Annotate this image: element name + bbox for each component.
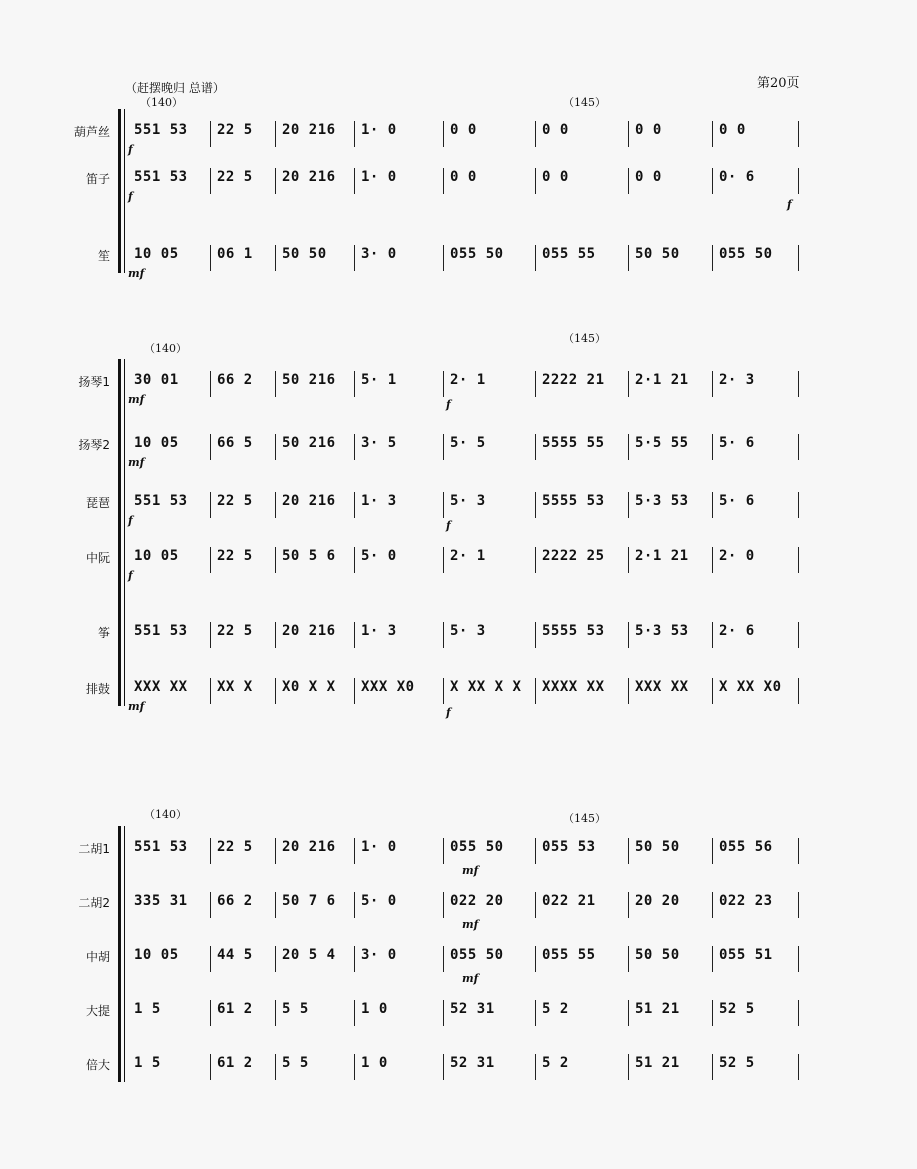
barline: [210, 1000, 211, 1026]
score-title: （赶摆晚归 总谱）: [125, 81, 225, 95]
measure-notes: 5555 53: [542, 623, 605, 639]
measure-notes: 5· 3: [450, 493, 486, 509]
measure-notes: 1· 0: [361, 839, 397, 855]
barline: [628, 547, 629, 573]
dynamic-mark: f: [128, 569, 133, 582]
barline: [275, 946, 276, 972]
instrument-label: 排鼓: [85, 682, 110, 696]
measure-notes: 022 21: [542, 893, 596, 909]
measure-notes: 50 216: [282, 435, 336, 451]
instrument-label: 笛子: [85, 172, 110, 186]
barline: [628, 371, 629, 397]
barline: [712, 622, 713, 648]
barline: [535, 946, 536, 972]
barline: [275, 547, 276, 573]
barline: [712, 1000, 713, 1026]
dynamic-mark: mf: [128, 393, 145, 406]
barline: [443, 892, 444, 918]
measure-notes: X0 X X: [282, 679, 336, 695]
dynamic-mark: mf: [128, 700, 145, 713]
barline: [210, 434, 211, 460]
measure-notes: 66 2: [217, 893, 253, 909]
measure-notes: 44 5: [217, 947, 253, 963]
measure-notes: 055 50: [450, 246, 504, 262]
measure-notes: 30 01: [134, 372, 179, 388]
measure-notes: 2· 6: [719, 623, 755, 639]
measure-notes: 22 5: [217, 623, 253, 639]
measure-notes: 1 5: [134, 1001, 161, 1017]
measure-notes: 20 20: [635, 893, 680, 909]
barline: [628, 121, 629, 147]
measure-notes: 5· 3: [450, 623, 486, 639]
barline: [354, 547, 355, 573]
barline: [275, 492, 276, 518]
rehearsal-mark-145: （145）: [563, 812, 606, 825]
measure-notes: 1 0: [361, 1001, 388, 1017]
barline: [798, 622, 799, 648]
measure-notes: 50 7 6: [282, 893, 336, 909]
dynamic-mark: f: [128, 190, 133, 203]
system-bracket: [118, 109, 121, 273]
measure-notes: 2·1 21: [635, 548, 689, 564]
instrument-label: 倍大: [85, 1058, 110, 1072]
measure-notes: 22 5: [217, 839, 253, 855]
barline: [712, 121, 713, 147]
measure-notes: 0 0: [542, 122, 569, 138]
barline: [628, 168, 629, 194]
barline: [712, 434, 713, 460]
measure-notes: 50 5 6: [282, 548, 336, 564]
barline: [712, 492, 713, 518]
barline: [275, 892, 276, 918]
barline: [712, 245, 713, 271]
measure-notes: 22 5: [217, 122, 253, 138]
barline: [628, 1054, 629, 1080]
barline: [535, 121, 536, 147]
measure-notes: 055 51: [719, 947, 773, 963]
measure-notes: 055 50: [450, 839, 504, 855]
barline: [443, 434, 444, 460]
measure-notes: 2·1 21: [635, 372, 689, 388]
measure-notes: 1 0: [361, 1055, 388, 1071]
dynamic-mark: f: [128, 514, 133, 527]
barline: [275, 434, 276, 460]
barline: [798, 1054, 799, 1080]
barline: [798, 245, 799, 271]
barline: [535, 1000, 536, 1026]
measure-notes: 2· 1: [450, 372, 486, 388]
measure-notes: 1· 0: [361, 122, 397, 138]
instrument-label: 扬琴1: [78, 375, 110, 389]
barline: [354, 946, 355, 972]
measure-notes: 5555 53: [542, 493, 605, 509]
measure-notes: 50 50: [635, 839, 680, 855]
barline: [712, 371, 713, 397]
measure-notes: XXX XX: [635, 679, 689, 695]
rehearsal-mark-145: （145）: [563, 96, 606, 109]
barline: [275, 371, 276, 397]
measure-notes: 50 50: [282, 246, 327, 262]
instrument-label: 中胡: [85, 950, 110, 964]
barline: [628, 892, 629, 918]
instrument-label: 葫芦丝: [73, 125, 110, 139]
barline: [628, 678, 629, 704]
measure-notes: 5 5: [282, 1001, 309, 1017]
measure-notes: 5·5 55: [635, 435, 689, 451]
barline: [275, 838, 276, 864]
measure-notes: 055 50: [450, 947, 504, 963]
dynamic-mark: f: [128, 143, 133, 156]
measure-notes: 5· 1: [361, 372, 397, 388]
barline: [443, 1000, 444, 1026]
measure-notes: 551 53: [134, 493, 188, 509]
barline: [535, 168, 536, 194]
barline: [354, 245, 355, 271]
barline: [354, 678, 355, 704]
measure-notes: 06 1: [217, 246, 253, 262]
instrument-label: 笙: [97, 249, 110, 263]
barline: [275, 168, 276, 194]
dynamic-mark: mf: [462, 864, 479, 877]
rehearsal-mark-140: （140）: [144, 808, 187, 821]
measure-notes: 0 0: [450, 169, 477, 185]
measure-notes: 0 0: [635, 169, 662, 185]
measure-notes: 50 216: [282, 372, 336, 388]
measure-notes: 2222 21: [542, 372, 605, 388]
measure-notes: 551 53: [134, 122, 188, 138]
measure-notes: 61 2: [217, 1055, 253, 1071]
dynamic-mark: f: [787, 198, 792, 211]
measure-notes: 055 56: [719, 839, 773, 855]
measure-notes: 335 31: [134, 893, 188, 909]
measure-notes: 51 21: [635, 1001, 680, 1017]
measure-notes: 52 31: [450, 1055, 495, 1071]
measure-notes: X XX X X: [450, 679, 522, 695]
barline: [275, 245, 276, 271]
barline: [354, 371, 355, 397]
barline: [712, 547, 713, 573]
barline: [354, 1000, 355, 1026]
system-bracket-thin: [124, 826, 125, 1082]
measure-notes: 055 50: [719, 246, 773, 262]
measure-notes: 5· 5: [450, 435, 486, 451]
barline: [535, 622, 536, 648]
measure-notes: 0· 6: [719, 169, 755, 185]
barline: [443, 371, 444, 397]
barline: [628, 946, 629, 972]
barline: [628, 838, 629, 864]
barline: [535, 838, 536, 864]
measure-notes: 3· 0: [361, 947, 397, 963]
measure-notes: 3· 0: [361, 246, 397, 262]
barline: [354, 121, 355, 147]
rehearsal-mark-140: （140）: [140, 96, 183, 109]
barline: [712, 892, 713, 918]
measure-notes: 055 55: [542, 246, 596, 262]
barline: [798, 678, 799, 704]
instrument-label: 大提: [85, 1004, 110, 1018]
measure-notes: 50 50: [635, 947, 680, 963]
measure-notes: 5555 55: [542, 435, 605, 451]
measure-notes: 0 0: [450, 122, 477, 138]
measure-notes: 52 5: [719, 1001, 755, 1017]
barline: [628, 1000, 629, 1026]
measure-notes: 5·3 53: [635, 493, 689, 509]
barline: [535, 371, 536, 397]
measure-notes: 2· 3: [719, 372, 755, 388]
barline: [443, 622, 444, 648]
measure-notes: 5· 6: [719, 493, 755, 509]
measure-notes: X XX X0: [719, 679, 782, 695]
measure-notes: 5· 6: [719, 435, 755, 451]
barline: [275, 121, 276, 147]
system-bracket-thin: [124, 109, 125, 273]
barline: [210, 892, 211, 918]
instrument-label: 二胡2: [78, 896, 110, 910]
barline: [354, 838, 355, 864]
rehearsal-mark-145: （145）: [563, 332, 606, 345]
measure-notes: 20 216: [282, 169, 336, 185]
barline: [443, 1054, 444, 1080]
measure-notes: 2222 25: [542, 548, 605, 564]
measure-notes: 5· 0: [361, 893, 397, 909]
barline: [712, 678, 713, 704]
barline: [210, 946, 211, 972]
barline: [628, 492, 629, 518]
barline: [798, 892, 799, 918]
measure-notes: 1 5: [134, 1055, 161, 1071]
measure-notes: 055 55: [542, 947, 596, 963]
barline: [354, 168, 355, 194]
barline: [798, 838, 799, 864]
measure-notes: 22 5: [217, 548, 253, 564]
measure-notes: 61 2: [217, 1001, 253, 1017]
instrument-label: 二胡1: [78, 842, 110, 856]
instrument-label: 中阮: [85, 551, 110, 565]
measure-notes: XX X: [217, 679, 253, 695]
measure-notes: 2· 1: [450, 548, 486, 564]
barline: [535, 434, 536, 460]
barline: [712, 838, 713, 864]
measure-notes: 10 05: [134, 246, 179, 262]
measure-notes: 0 0: [719, 122, 746, 138]
barline: [210, 492, 211, 518]
measure-notes: XXX XX: [134, 679, 188, 695]
barline: [275, 1000, 276, 1026]
dynamic-mark: mf: [128, 456, 145, 469]
barline: [210, 678, 211, 704]
barline: [798, 547, 799, 573]
barline: [628, 434, 629, 460]
dynamic-mark: mf: [462, 972, 479, 985]
barline: [354, 1054, 355, 1080]
system-bracket: [118, 359, 121, 706]
barline: [712, 946, 713, 972]
measure-notes: 3· 5: [361, 435, 397, 451]
barline: [712, 1054, 713, 1080]
dynamic-mark: f: [446, 706, 451, 719]
barline: [628, 622, 629, 648]
measure-notes: 5 5: [282, 1055, 309, 1071]
measure-notes: 66 2: [217, 372, 253, 388]
barline: [443, 678, 444, 704]
barline: [443, 121, 444, 147]
rehearsal-mark-140: （140）: [144, 342, 187, 355]
barline: [535, 678, 536, 704]
barline: [275, 622, 276, 648]
barline: [210, 371, 211, 397]
measure-notes: 66 5: [217, 435, 253, 451]
dynamic-mark: mf: [128, 267, 145, 280]
barline: [798, 168, 799, 194]
measure-notes: 2· 0: [719, 548, 755, 564]
measure-notes: 1· 3: [361, 623, 397, 639]
measure-notes: 5· 0: [361, 548, 397, 564]
measure-notes: 022 23: [719, 893, 773, 909]
barline: [535, 245, 536, 271]
barline: [443, 245, 444, 271]
measure-notes: 5 2: [542, 1001, 569, 1017]
barline: [210, 121, 211, 147]
measure-notes: 50 50: [635, 246, 680, 262]
barline: [354, 622, 355, 648]
measure-notes: 022 20: [450, 893, 504, 909]
barline: [210, 838, 211, 864]
measure-notes: 52 5: [719, 1055, 755, 1071]
measure-notes: 10 05: [134, 548, 179, 564]
measure-notes: 20 216: [282, 623, 336, 639]
measure-notes: 10 05: [134, 947, 179, 963]
barline: [354, 434, 355, 460]
barline: [210, 168, 211, 194]
measure-notes: 10 05: [134, 435, 179, 451]
measure-notes: 1· 0: [361, 169, 397, 185]
barline: [443, 547, 444, 573]
system-bracket: [118, 826, 121, 1082]
barline: [798, 121, 799, 147]
barline: [443, 168, 444, 194]
measure-notes: 5 2: [542, 1055, 569, 1071]
barline: [210, 245, 211, 271]
measure-notes: XXX X0: [361, 679, 415, 695]
barline: [628, 245, 629, 271]
barline: [443, 838, 444, 864]
measure-notes: 551 53: [134, 169, 188, 185]
measure-notes: 22 5: [217, 493, 253, 509]
measure-notes: XXXX XX: [542, 679, 605, 695]
measure-notes: 51 21: [635, 1055, 680, 1071]
instrument-label: 扬琴2: [78, 438, 110, 452]
measure-notes: 20 216: [282, 839, 336, 855]
barline: [535, 547, 536, 573]
barline: [798, 1000, 799, 1026]
dynamic-mark: f: [446, 398, 451, 411]
dynamic-mark: f: [446, 519, 451, 532]
measure-notes: 20 216: [282, 493, 336, 509]
measure-notes: 0 0: [635, 122, 662, 138]
measure-notes: 1· 3: [361, 493, 397, 509]
barline: [535, 892, 536, 918]
barline: [354, 492, 355, 518]
barline: [535, 1054, 536, 1080]
page-number: 第20页: [757, 76, 800, 91]
measure-notes: 20 5 4: [282, 947, 336, 963]
barline: [798, 492, 799, 518]
measure-notes: 551 53: [134, 839, 188, 855]
dynamic-mark: mf: [462, 918, 479, 931]
measure-notes: 5·3 53: [635, 623, 689, 639]
measure-notes: 551 53: [134, 623, 188, 639]
barline: [798, 946, 799, 972]
barline: [443, 946, 444, 972]
barline: [443, 492, 444, 518]
system-bracket-thin: [124, 359, 125, 706]
measure-notes: 22 5: [217, 169, 253, 185]
measure-notes: 20 216: [282, 122, 336, 138]
barline: [798, 371, 799, 397]
barline: [210, 547, 211, 573]
barline: [275, 1054, 276, 1080]
barline: [210, 622, 211, 648]
barline: [354, 892, 355, 918]
instrument-label: 筝: [97, 626, 110, 640]
measure-notes: 0 0: [542, 169, 569, 185]
instrument-label: 琵琶: [85, 496, 110, 510]
measure-notes: 52 31: [450, 1001, 495, 1017]
barline: [210, 1054, 211, 1080]
barline: [535, 492, 536, 518]
barline: [712, 168, 713, 194]
barline: [798, 434, 799, 460]
barline: [275, 678, 276, 704]
measure-notes: 055 53: [542, 839, 596, 855]
